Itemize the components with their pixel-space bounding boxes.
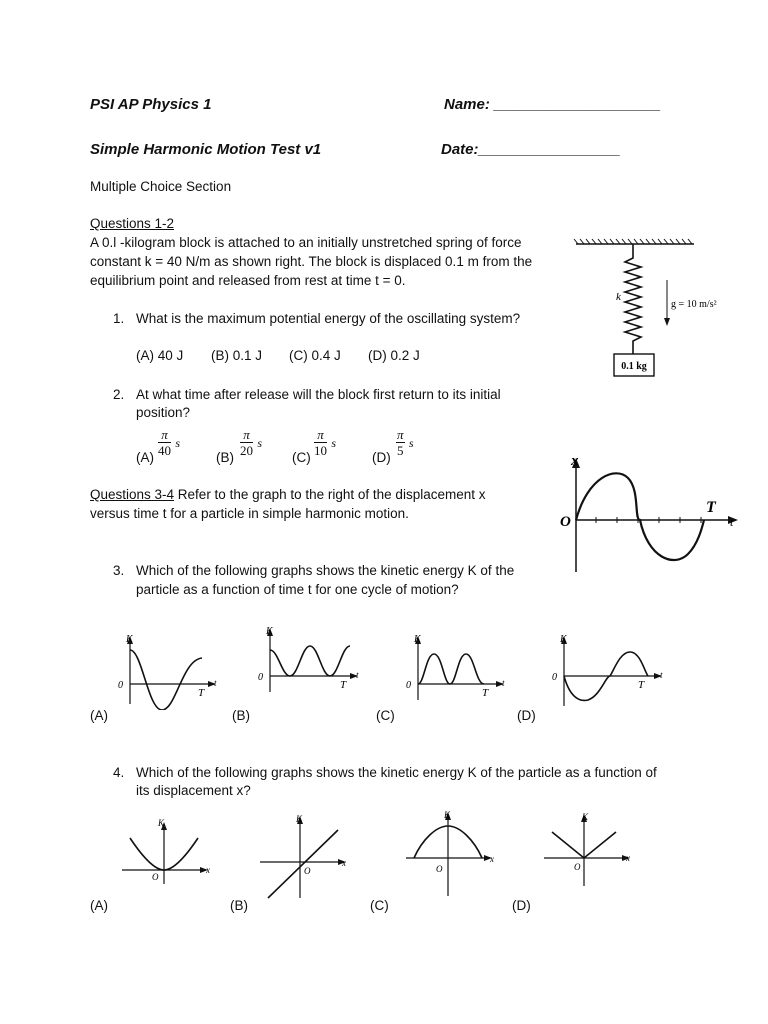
svg-text:x: x (490, 854, 494, 864)
svg-text:K: K (296, 814, 303, 824)
q4-number: 4. (113, 765, 125, 780)
q1-choice-a[interactable]: (A) 40 J (136, 348, 184, 363)
svg-text:0: 0 (258, 672, 263, 683)
q3-graph-a (112, 630, 222, 710)
q12-intro-line-1: A 0.l -kilogram block is attached to an initially unstretched spring of force (90, 235, 522, 250)
q3-choice-c[interactable]: (C) (376, 708, 395, 723)
svg-text:T: T (482, 687, 489, 699)
q2-number: 2. (113, 387, 125, 402)
section-title: Multiple Choice Section (90, 179, 232, 194)
q4-graph-a (118, 816, 218, 886)
q3-number: 3. (113, 563, 125, 578)
svg-text:t: t (214, 678, 217, 688)
svg-text:K: K (126, 634, 133, 645)
svg-text:K: K (158, 818, 165, 828)
graph-period-label: T (706, 499, 716, 516)
q3-graph-b (256, 622, 366, 702)
svg-text:K: K (414, 634, 421, 645)
q4-choice-d[interactable]: (D) (512, 898, 531, 913)
q3-text-line-2: particle as a function of time t for one cycle of motion? (136, 582, 459, 597)
graph-x-axis-label: x (571, 453, 579, 469)
svg-text:K: K (582, 812, 589, 822)
svg-text:O: O (436, 864, 443, 874)
course-title: PSI AP Physics 1 (90, 96, 212, 113)
date-field-label: Date:_________________ (441, 141, 621, 158)
q4-choice-c[interactable]: (C) (370, 898, 389, 913)
q34-heading: Questions 3-4 (90, 487, 175, 502)
svg-text:K: K (444, 810, 451, 820)
q34-intro-line-2: versus time t for a particle in simple harmonic motion. (90, 506, 409, 521)
svg-text:0: 0 (552, 672, 557, 683)
q4-text-line-2: its displacement x? (136, 783, 251, 798)
gravity-label: g = 10 m/s² (671, 299, 717, 310)
svg-text:T: T (340, 679, 347, 691)
svg-text:x: x (626, 853, 630, 863)
q2-choice-a[interactable]: (A) (136, 450, 154, 465)
q2-choice-b[interactable]: (B) (216, 450, 234, 465)
svg-text:t: t (502, 678, 505, 688)
svg-text:T: T (638, 679, 645, 691)
q3-choice-b[interactable]: (B) (232, 708, 250, 723)
q2-choice-c[interactable]: (C) (292, 450, 311, 465)
q2-choice-d[interactable]: (D) (372, 450, 391, 465)
svg-text:t: t (356, 670, 359, 680)
svg-text:x: x (206, 865, 210, 875)
q3-choice-a[interactable]: (A) (90, 708, 108, 723)
q2-choice-d-fraction: π 5 s (397, 427, 414, 458)
q4-graph-c (402, 808, 502, 898)
q1-choice-d[interactable]: (D) 0.2 J (368, 348, 420, 363)
q3-choice-d[interactable]: (D) (517, 708, 536, 723)
q4-graph-b (256, 812, 356, 902)
spring-k-label: k (616, 291, 621, 303)
q2-text-line-1: At what time after release will the block first return to its initial (136, 387, 501, 402)
q4-choice-a[interactable]: (A) (90, 898, 108, 913)
svg-text:0: 0 (118, 680, 123, 691)
q34-intro-line-1: Questions 3-4 Refer to the graph to the right of the displacement x (90, 487, 486, 502)
q12-intro-line-2: constant k = 40 N/m as shown right. The block is displaced 0.1 m from the (90, 254, 533, 269)
q3-graph-c (404, 630, 514, 710)
svg-text:x: x (342, 858, 346, 868)
q4-text-line-1: Which of the following graphs shows the kinetic energy K of the particle as a function of (136, 765, 657, 780)
q3-graph-d (548, 630, 668, 710)
graph-t-axis-label: t (730, 515, 734, 529)
q2-text-line-2: position? (136, 405, 191, 420)
mass-label: 0.1 kg (621, 361, 647, 372)
displacement-time-graph (556, 448, 746, 578)
svg-text:O: O (304, 866, 311, 876)
q4-graph-d (540, 810, 640, 890)
q4-choice-b[interactable]: (B) (230, 898, 248, 913)
svg-text:K: K (266, 626, 273, 637)
svg-text:0: 0 (406, 680, 411, 691)
name-field-label: Name: ____________________ (444, 96, 661, 113)
svg-text:O: O (152, 872, 159, 882)
graph-origin-label: O (560, 514, 571, 530)
test-title: Simple Harmonic Motion Test v1 (90, 141, 322, 158)
svg-text:K: K (560, 634, 567, 645)
svg-text:O: O (574, 862, 581, 872)
q1-number: 1. (113, 311, 125, 326)
q1-choice-c[interactable]: (C) 0.4 J (289, 348, 341, 363)
q2-choice-a-fraction: π 40 s (158, 427, 180, 458)
q3-text-line-1: Which of the following graphs shows the kinetic energy K of the (136, 563, 515, 578)
q12-heading: Questions 1-2 (90, 216, 175, 231)
q1-choice-b[interactable]: (B) 0.1 J (211, 348, 263, 363)
q2-choice-b-fraction: π 20 s (240, 427, 262, 458)
svg-text:T: T (198, 687, 205, 699)
q12-intro-line-3: equilibrium point and released from rest at time t = 0. (90, 273, 406, 288)
q2-choice-c-fraction: π 10 s (314, 427, 336, 458)
spring-mass-figure (570, 236, 740, 386)
svg-text:t: t (660, 670, 663, 680)
q1-text: What is the maximum potential energy of the oscillating system? (136, 311, 521, 326)
